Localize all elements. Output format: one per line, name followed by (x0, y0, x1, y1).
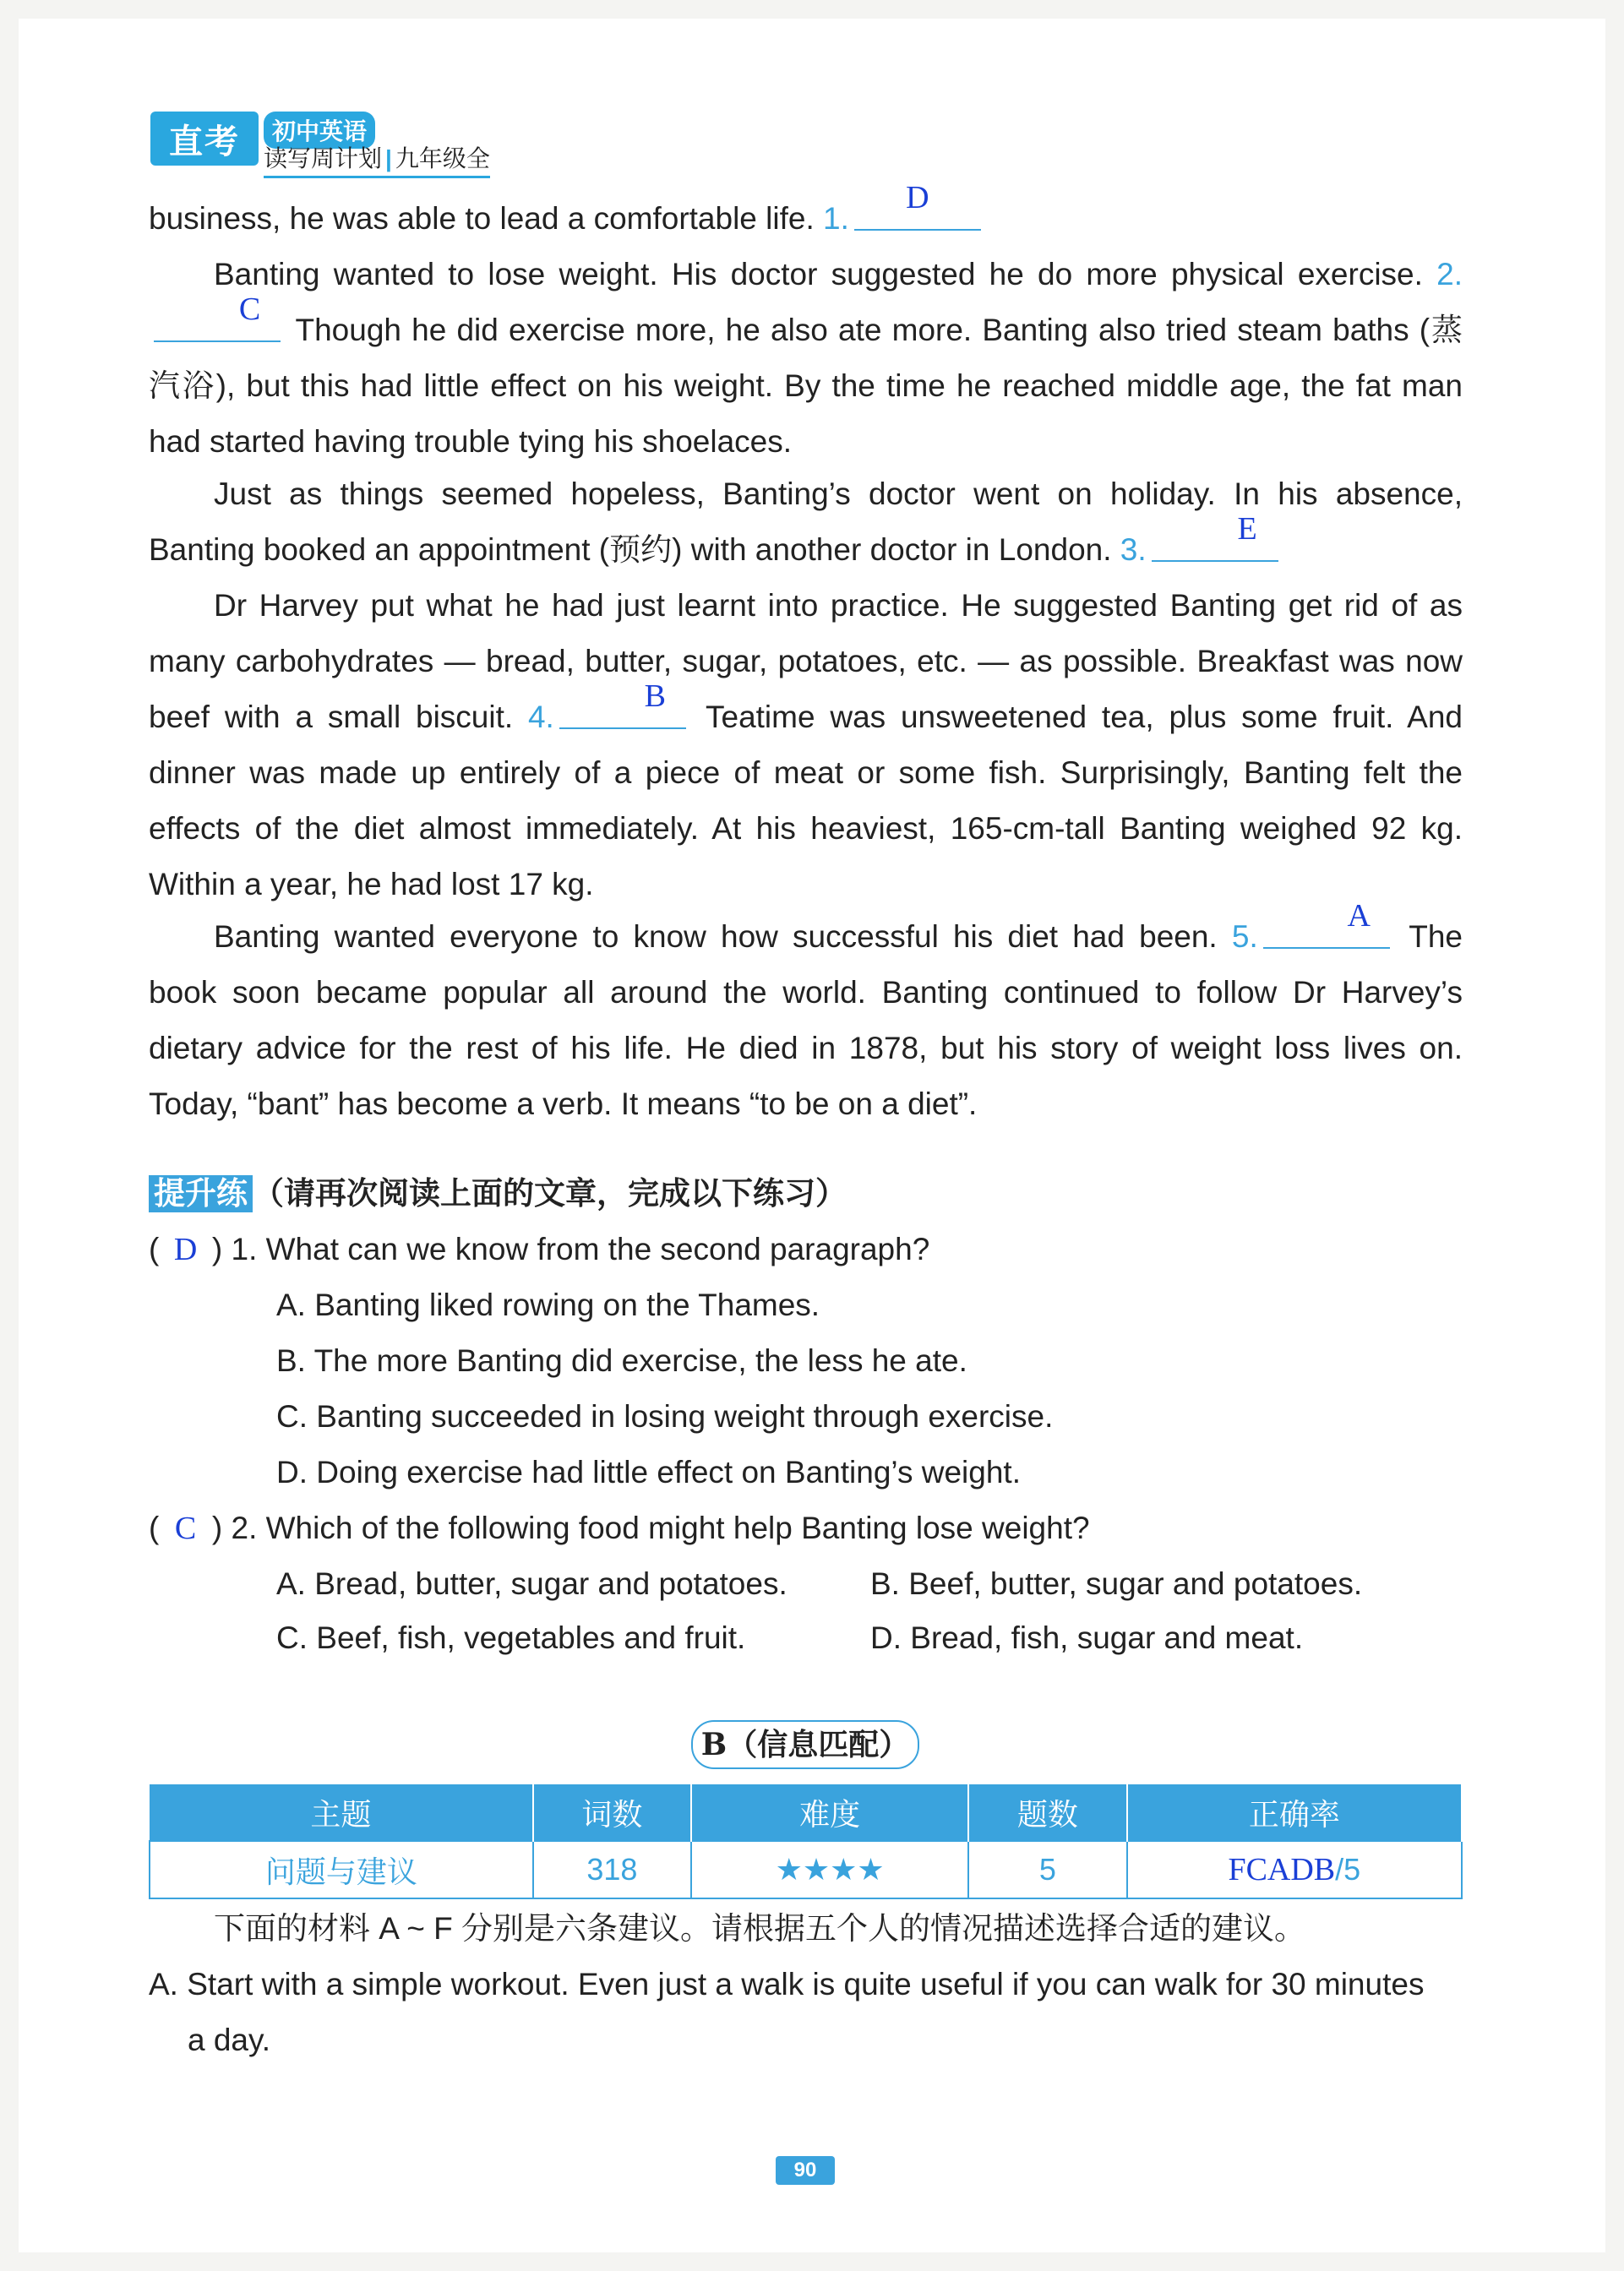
section-b-title: B（信息匹配） (691, 1720, 919, 1769)
passage-line-1 (149, 180, 1463, 247)
header-count: 题数 (968, 1784, 1126, 1841)
text: business, he was able to lead a comfortable life. (149, 201, 815, 236)
blank-number-5: 5. (1231, 919, 1258, 954)
text: Teatime was unsweetened tea, plus some fruit. And dinner was made up entirely of a piece of meat or some fish. Surprisingly, Banting felt the effects of the diet almost immediately. At his heaviest, 165-cm-tall Banting weighed 92 kg. Within a year, he had lost 17 kg. (149, 700, 1463, 901)
answer-blank-1[interactable] (854, 180, 981, 231)
cell-count: 5 (968, 1841, 1126, 1898)
info-table (149, 1784, 1463, 1899)
text: Just as things seemed hopeless, Banting’s doctor went on holiday. In his absence, Banting booked an appointment (预约) with another doctor in London. (149, 477, 1463, 567)
grade-label: 九年级全 (395, 145, 490, 172)
paragraph-3 (149, 466, 1463, 578)
q2-option-a: A. Bread, butter, sugar and potatoes. (276, 1566, 787, 1601)
answer-1: D (906, 180, 929, 215)
q2-option-b: B. Beef, butter, sugar and potatoes. (870, 1566, 1363, 1601)
answer-blank-5[interactable] (1263, 898, 1390, 949)
q2-option-c: C. Beef, fish, vegetables and fruit. (276, 1620, 746, 1655)
blank-number-1: 1. (823, 201, 849, 236)
text: Dr Harvey put what he had just learnt into practice. He suggested Banting get rid of as many carbohydrates — bread, butter, sugar, potatoes, etc. — as possible. Breakfast was now beef with a small biscuit. (149, 588, 1463, 734)
text: Though he did exercise more, he also ate more. Banting also tried steam baths (蒸汽浴), but this had little effect on his weight. By the time he reached middle age, the fat man had started having trouble tying his shoelaces. (149, 313, 1463, 459)
cell-topic: 问题与建议 (150, 1841, 533, 1898)
header-topic: 主题 (150, 1784, 533, 1841)
rate-suffix: /5 (1335, 1852, 1361, 1887)
paragraph-2 (149, 247, 1463, 470)
section-badge: 提升练 (149, 1175, 253, 1212)
question-2-answer[interactable]: C (174, 1511, 197, 1546)
cell-rate[interactable] (1127, 1841, 1462, 1898)
cell-difficulty: ★★★★ (691, 1841, 968, 1898)
q2-option-d: D. Bread, fish, sugar and meat. (870, 1620, 1304, 1655)
answer-3: E (1237, 511, 1257, 547)
item-a-line-2: a day. (188, 2023, 271, 2057)
text: Banting wanted everyone to know how successful his diet had been. (214, 919, 1218, 954)
cell-words: 318 (533, 1841, 691, 1898)
paragraph-5 (149, 898, 1463, 1132)
question-1-answer[interactable]: D (173, 1232, 198, 1267)
written-answers: FCADB (1228, 1852, 1336, 1887)
answer-blank-3[interactable] (1152, 511, 1278, 562)
answer-blank-2[interactable] (154, 291, 281, 342)
text: Banting wanted to lose weight. His doctor suggested he do more physical exercise. (214, 257, 1423, 291)
divider: | (385, 145, 392, 172)
q1-option-a: A. Banting liked rowing on the Thames. (276, 1288, 820, 1322)
answer-4: B (644, 678, 667, 714)
q1-option-b: B. The more Banting did exercise, the less he ate. (276, 1343, 967, 1378)
answer-5: A (1347, 898, 1371, 934)
question-2-text: 2. Which of the following food might help Banting lose weight? (231, 1511, 1090, 1545)
page-number: 90 (776, 2156, 835, 2185)
blank-number-3: 3. (1120, 532, 1147, 567)
header-rate: 正确率 (1127, 1784, 1462, 1841)
section-b-instruction: 下面的材料 A ~ F 分别是六条建议。请根据五个人的情况描述选择合适的建议。 (214, 1911, 1305, 1946)
book-name: 读写周计划 (264, 145, 383, 172)
blank-number-4: 4. (527, 700, 554, 734)
answer-2: C (238, 291, 261, 327)
text: The book soon became popular all around the world. Banting continued to follow Dr Harvey’s dietary advice for the rest of his life. He died in 1878, but his story of weight loss lives on. Today, “bant” has become a verb. It means “to be on a diet”. (149, 919, 1463, 1121)
exercise-instruction: （请再次阅读上面的文章，完成以下练习） (253, 1176, 847, 1211)
q1-option-c: C. Banting succeeded in losing weight through exercise. (276, 1399, 1054, 1434)
table-header-row (150, 1784, 1462, 1841)
brand-logo: 直考 (150, 112, 259, 166)
item-a-line-1: A. Start with a simple workout. Even just a walk is quite useful if you can walk for 30 minutes (149, 1967, 1425, 2001)
header-words: 词数 (533, 1784, 691, 1841)
paragraph-4 (149, 578, 1463, 912)
series-label: 初中英语 (264, 112, 375, 149)
question-1-text: 1. What can we know from the second paragraph? (231, 1232, 930, 1266)
blank-number-2: 2. (1436, 257, 1463, 291)
table-row (150, 1841, 1462, 1898)
book-subtitle (264, 140, 490, 178)
header-difficulty: 难度 (691, 1784, 968, 1841)
exercise-heading (149, 1166, 847, 1222)
q1-option-d: D. Doing exercise had little effect on Banting’s weight. (276, 1455, 1021, 1489)
question-1: ( D ) 1. What can we know from the second paragraph? (149, 1222, 929, 1277)
question-2: ( C ) 2. Which of the following food might help Banting lose weight? (149, 1500, 1090, 1556)
answer-blank-4[interactable] (559, 678, 686, 729)
